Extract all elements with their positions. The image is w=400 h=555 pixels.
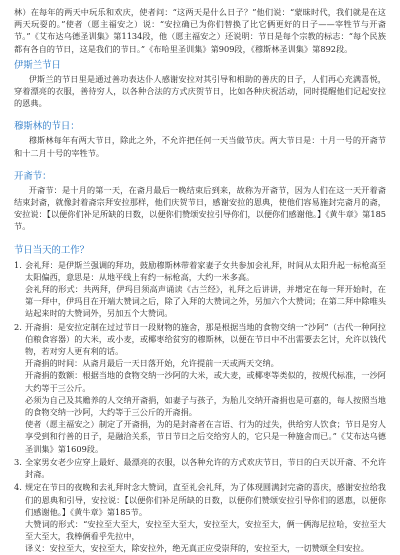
list-item-paragraph: 使者（愿主福安之）制定了开斋捐，为的是封斋者在言语、行为的过失，供给穷人饮食；节日是穷人享受到和行善的日子，是融洽关系，节日节日之后交给穷人的，它只是一种施舍而已。”《艾布达乌德圣训集》第1609段。 [25,419,386,454]
list-item-paragraph: 开斋捐的时间：从斋月最后一天日落开始，允许提前一天或两天交纳。 [25,358,279,369]
list-item-paragraph: 开斋捐：是安拉定制在过过节日一段财物的施舍，那是根据当地的食物交纳一“沙阿”（古代一种阿拉伯粮食容器）的大米，或小麦，或椰枣给贫穷的穆斯林，以便在节日中不出需要去乞讨，允许以钱代物，若对穷人更有利的话。 [25,321,386,357]
list-item-number: 3. [14,456,22,467]
list-item [14,321,386,455]
list-item-body [25,481,386,554]
list-item-body [25,456,386,480]
list-item-body [25,321,386,455]
list-item-body [25,259,386,320]
list-item [14,456,386,480]
section-paragraph: 伊斯兰的节日里是通过善功表达仆人感谢安拉对其引导和相助的善庆的日子，人们再心充满喜悦，穿着漂亮的衣服，善待穷人，以各种合法的方式庆贺节日，比如各种庆祝活动，同时提醒他们记起安拉的恩典。 [14,73,386,109]
list-item [14,481,386,554]
section-heading-eid-al-fitr: 开斋节： [14,170,52,182]
list-item-paragraph: 会礼拜的形式：共两拜，伊玛目须高声诵读《古兰经》，礼拜之后讲讲，并增定在每一拜开始时，在第一拜中，伊玛目在开端大赞词之后，除了入拜的大赞词之外，另加六个大赞词；在第二拜中除唯头站起来时的大赞词外，另加五个大赞词。 [25,284,386,319]
intro-paragraph: 林）在每年的两天中玩乐和欢庆，使者问：“这两天是什么日子？”他们说：“蒙昧时代，我们就是在这两天玩耍的。”使者（愿主福安之）说：“安拉确已为你们替换了比它俩更好的日子——宰牲节与开斋节。”《艾布达乌德圣训集》第1134段，他（愿主福安之）还说明：节日是每个宗教的标志：“每个民族都有各自的节日，这是我们的节日。”《布哈里圣训集》第909段，《穆斯林圣训集》第892段。 [14,7,386,54]
list-item-paragraph: 译义：安拉至大，安拉至大，除安拉外，绝无真正应受崇拜的，安拉至大，一切赞颂全归安拉。 [25,543,369,554]
section-paragraph: 穆斯林每年有两大节日，除此之外，不允许把任何一天当做节庆。两大节日是：十月一号的开斋节和十二月十号的宰牲节。 [14,135,386,158]
list-item-number: 4. [14,482,22,493]
section-heading-islamic-festivals: 伊斯兰节日 [14,59,61,71]
list-item [14,259,386,320]
festival-tasks-list [14,259,386,555]
list-item-number: 1. [14,259,22,270]
section-paragraph: 开斋节：是十月的第一天，在斋月最后一晚结束后到来，故称为开斋节，因为人们在这一天开着斋结束封斋，就像封着斋宗拜安拉那样，他们庆贺节日，感谢安拉的恩典，使他们容易施封完斋月的斋，安拉说：【以便你们补足所缺的日数，以便你们赞颂安拉引导你们，以便你们感谢他。】《黄牛章》第185节。 [14,184,386,232]
list-item-number: 2. [14,321,22,332]
section-heading-muslim-festivals: 穆斯林的节日： [14,121,80,133]
list-item-paragraph: 会礼拜：是伊斯兰强调的拜功，鼓励穆斯林带着家妻子女共参加会礼拜，时间从太阳升起一标枪高至太阳偏西，意思是：从地平线上有约一标枪高，大约一米多高。 [25,259,386,282]
list-item-paragraph: 必须为自己及其赡养的人交纳开斋捐，如妻子与孩子，为胎儿交纳开斋捐也是可嘉的，每人按照当地的食物交纳一沙阿，大约等于三公斤的开斋捐。 [25,394,386,418]
list-item-paragraph: 规定在节日的夜晚和去礼拜时念大赞词，直至礼会礼拜，为了体现圆满封完斋的喜庆，感谢安拉给我们的恩典和引导，安拉说：【以便你们补足所缺的日数，以便你们赞颂安拉引导你们的恩惠，以便你们感谢他。】《黄牛章》第185节。 [25,482,386,517]
section-heading-festival-day-tasks: 节日当天的工作？ [14,244,90,256]
list-item-paragraph: 大赞词的形式：“安拉至大至大，安拉至大至大，安拉至大，安拉至大，俩一俩海尼拉哈，安拉至大至大至大，我棒俩看乎先拉中， [25,518,386,542]
list-item-paragraph: 全家男女老少应穿上最好、最漂亮的衣服，以各种允许的方式欢庆节日，节日的白天以开斋、不允许封斋。 [25,456,386,480]
list-item-paragraph: 开斋捐的数额：根据当地的食物交纳一沙阿的大米，或大麦，或椰枣等类似的，按规代标准，一沙阿大约等于三公斤。 [25,370,386,393]
